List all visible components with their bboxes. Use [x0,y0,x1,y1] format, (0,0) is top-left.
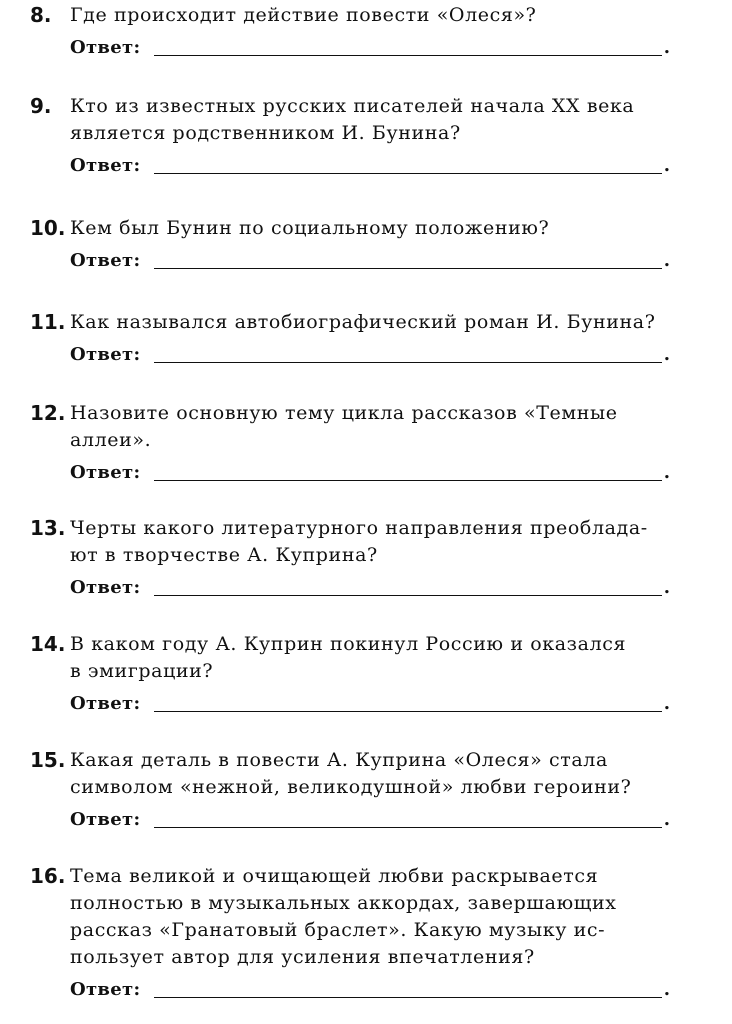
answer-label: Ответ: [70,250,141,271]
question-text [70,400,670,454]
answer-row [70,809,670,831]
answer-blank-line[interactable] [154,981,661,998]
question-12 [30,400,670,484]
question-text [70,631,670,685]
question-number: 11. [30,310,66,334]
question-text-line: в эмиграции? [70,660,214,682]
answer-end-dot: . [663,577,670,598]
question-number: 13. [30,516,66,540]
answer-row [70,979,670,1001]
question-text-line: полностью в музыкальных аккордах, завершающих [70,892,617,914]
question-number: 12. [30,401,66,425]
question-8 [30,2,670,59]
question-text [70,215,670,242]
answer-blank-line[interactable] [154,695,661,712]
question-text-line: Кем был Бунин по социальному положению? [70,217,550,239]
question-text-line: Кто из известных русских писателей начала XX века [70,95,635,117]
question-text-line: является родственником И. Бунина? [70,122,461,144]
question-10 [30,215,670,272]
question-9 [30,93,670,177]
question-text [70,93,670,147]
question-number: 10. [30,216,66,240]
question-text-line: аллеи». [70,429,152,451]
answer-row [70,577,670,599]
question-text-line: Черты какого литературного направления преоблада- [70,517,648,539]
question-text-line: В каком году А. Куприн покинул Россию и оказался [70,633,627,655]
question-number: 8. [30,3,52,27]
question-text-line: Тема великой и очищающей любви раскрывается [70,865,599,887]
answer-row [70,462,670,484]
answer-end-dot: . [663,809,670,830]
answer-row [70,155,670,177]
question-text [70,515,670,569]
answer-label: Ответ: [70,344,141,365]
question-text-line: Где происходит действие повести «Олеся»? [70,4,537,26]
question-13 [30,515,670,599]
question-text [70,309,670,336]
answer-blank-line[interactable] [154,252,661,269]
answer-end-dot: . [663,155,670,176]
answer-blank-line[interactable] [154,579,661,596]
question-16 [30,863,670,1001]
question-text [70,863,670,971]
question-number: 14. [30,632,66,656]
answer-end-dot: . [663,37,670,58]
question-text-line: Какая деталь в повести А. Куприна «Олеся» стала [70,749,608,771]
question-text [70,747,670,801]
question-text-line: пользует автор для усиления впечатления? [70,946,535,968]
answer-blank-line[interactable] [154,464,661,481]
question-number: 15. [30,748,66,772]
answer-blank-line[interactable] [154,39,661,56]
answer-row [70,37,670,59]
answer-row [70,344,670,366]
question-text-line: символом «нежной, великодушной» любви героини? [70,776,632,798]
question-text-line: рассказ «Гранатовый браслет». Какую музыку ис- [70,919,606,941]
answer-blank-line[interactable] [154,811,661,828]
answer-label: Ответ: [70,155,141,176]
answer-blank-line[interactable] [154,157,661,174]
answer-end-dot: . [663,250,670,271]
answer-end-dot: . [663,979,670,1000]
answer-row [70,250,670,272]
question-text [70,2,670,29]
question-number: 9. [30,94,52,118]
answer-label: Ответ: [70,693,141,714]
answer-end-dot: . [663,344,670,365]
question-text-line: Как назывался автобиографический роман И. Бунина? [70,311,656,333]
answer-label: Ответ: [70,809,141,830]
answer-label: Ответ: [70,979,141,1000]
answer-label: Ответ: [70,37,141,58]
question-15 [30,747,670,831]
answer-row [70,693,670,715]
question-14 [30,631,670,715]
question-text-line: ют в творчестве А. Куприна? [70,544,378,566]
question-11 [30,309,670,366]
answer-end-dot: . [663,693,670,714]
answer-end-dot: . [663,462,670,483]
question-text-line: Назовите основную тему цикла рассказов «Темные [70,402,618,424]
answer-blank-line[interactable] [154,346,661,363]
question-number: 16. [30,864,66,888]
answer-label: Ответ: [70,462,141,483]
answer-label: Ответ: [70,577,141,598]
